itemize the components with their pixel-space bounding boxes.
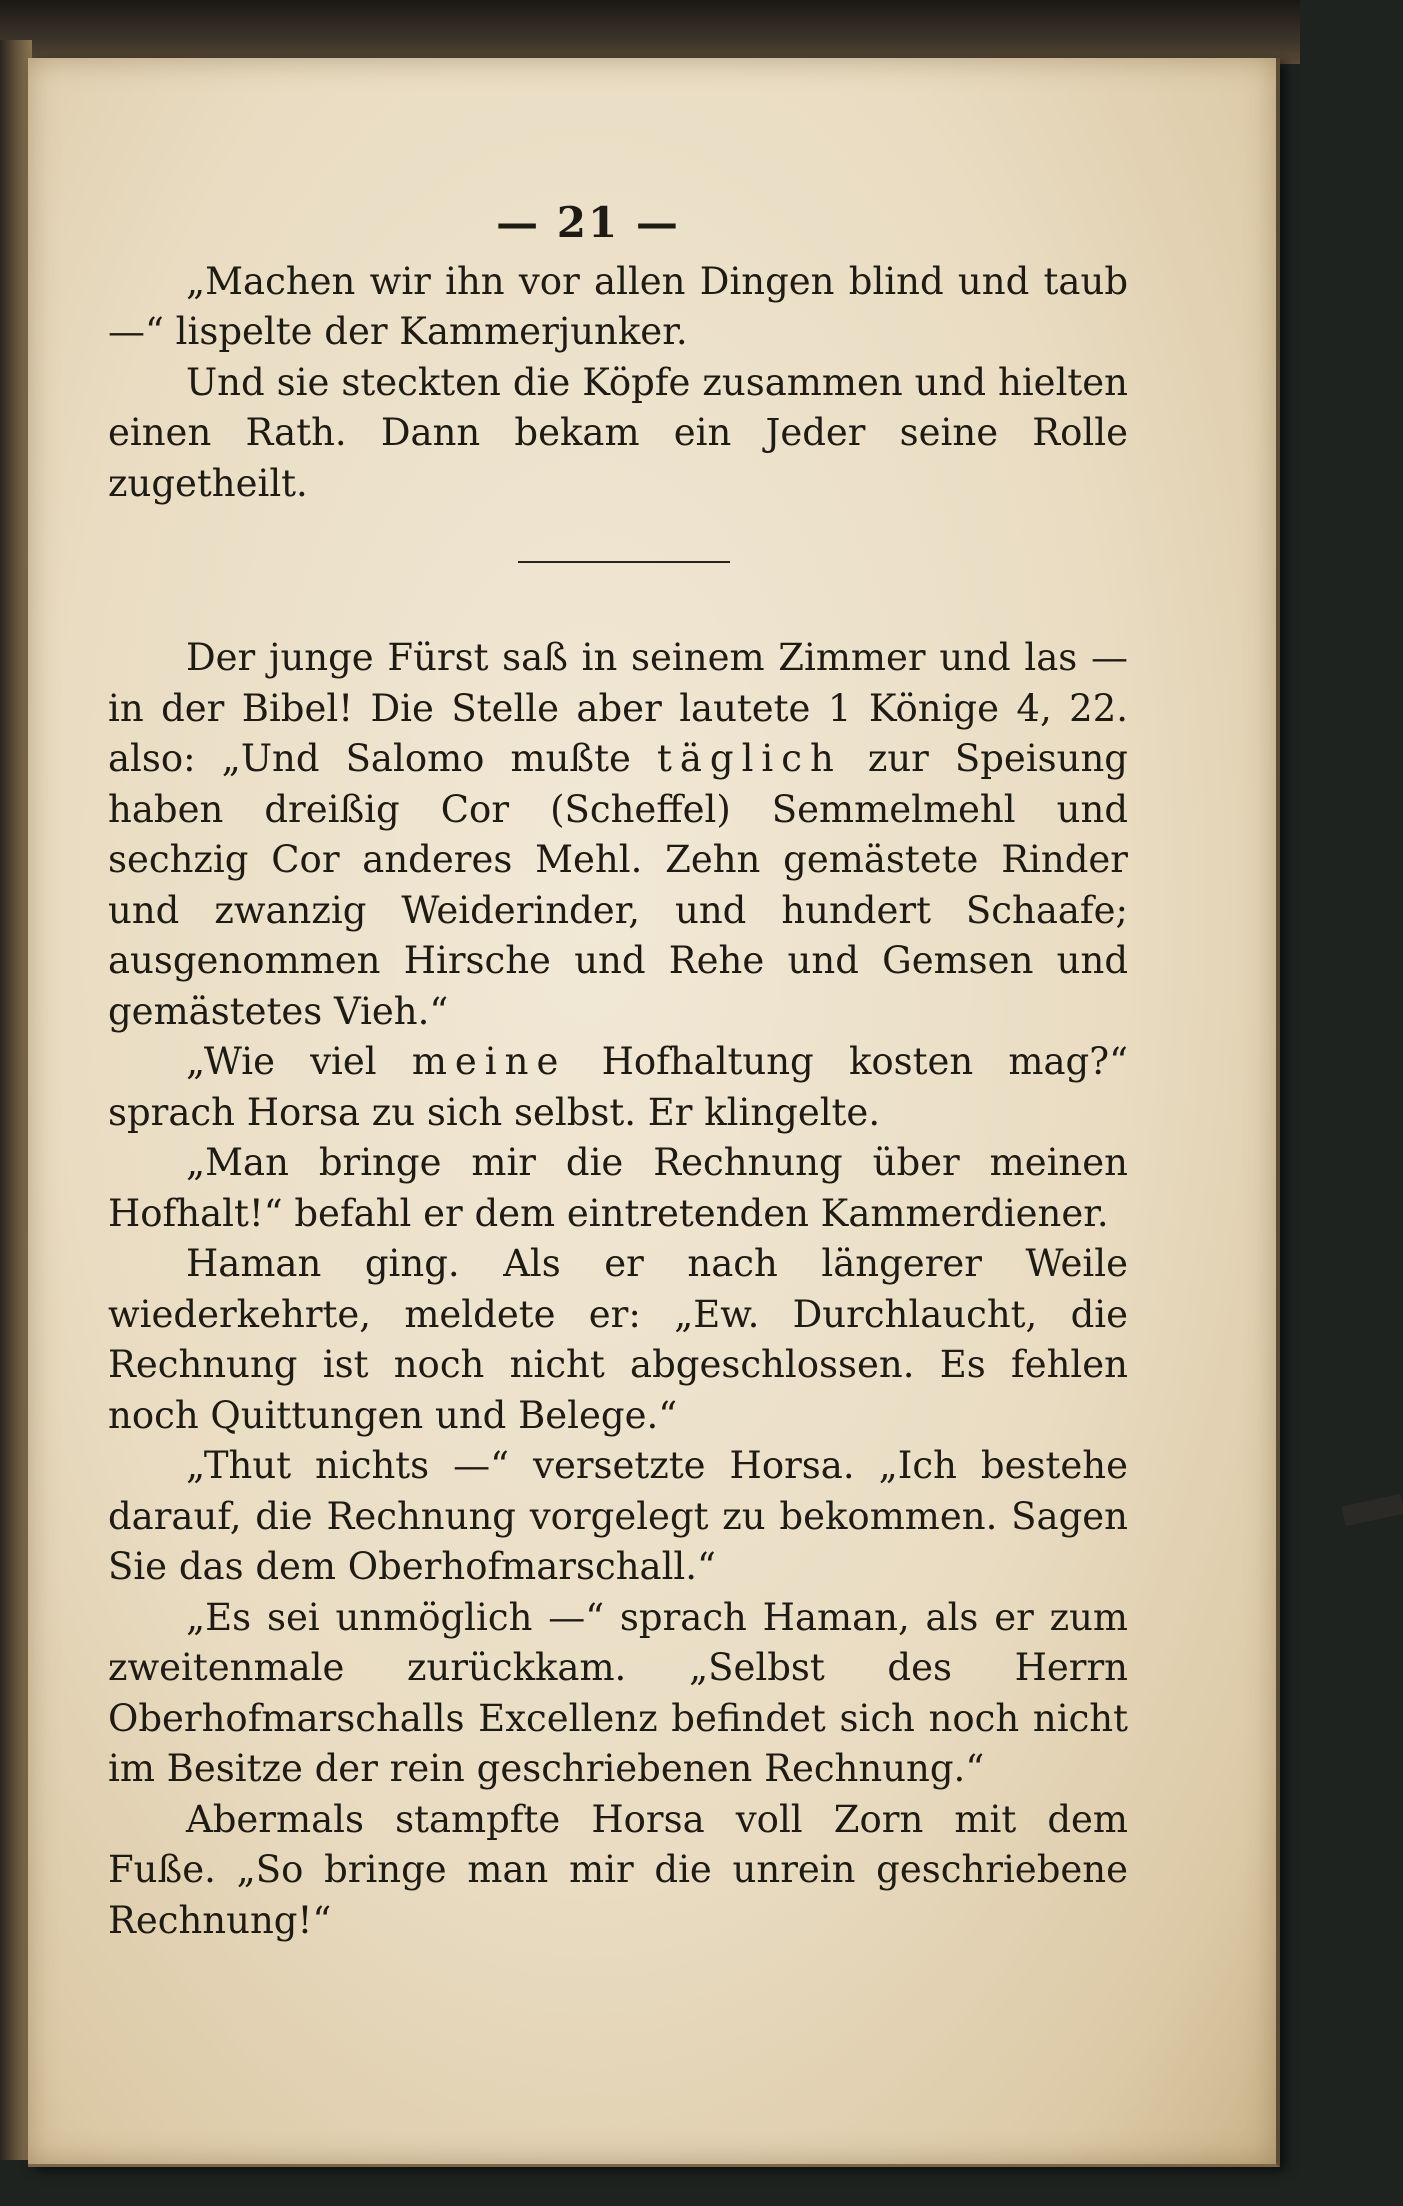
paragraph-3-end: zur Speisung haben dreißig Cor (Scheffel) Semmelmehl und sechzig Cor anderes Mehl. Zehn gemästete Rinder und zwanzig Weiderinder, und hundert Schaafe; ausgenommen Hirsche und Rehe und Gemsen und gemästetes Vieh.“ xyxy=(108,737,1128,1033)
paragraph-7: „Thut nichts —“ versetzte Horsa. „Ich bestehe darauf, die Rechnung vorgelegt zu bekommen. Sagen Sie das dem Oberhofmarschall.“ xyxy=(108,1444,1128,1588)
paragraph-2: Und sie steckten die Köpfe zusammen und hielten einen Rath. Dann bekam ein Jeder seine Rolle zugetheilt. xyxy=(108,360,1128,505)
paragraph-4-start: „Wie viel xyxy=(186,1040,412,1083)
book-top-edge xyxy=(0,0,1300,64)
paragraph-4-emphasis: meine xyxy=(411,1040,567,1083)
book-page xyxy=(28,58,1280,2167)
paragraph-3-start: Der junge Fürst saß in seinem Zimmer und las — in der Bibel! Die Stelle aber lautete 1 Könige 4, 22. also: „Und Salomo mußte xyxy=(108,636,1128,780)
page-text xyxy=(108,198,1128,1946)
paragraph-3-emphasis: täglich xyxy=(656,737,842,780)
section-divider xyxy=(518,561,730,563)
edge-scrap xyxy=(1342,1494,1403,1526)
page-number: — 21 — xyxy=(496,198,680,247)
paragraph-9: Abermals stampfte Horsa voll Zorn mit dem Fuße. „So bringe man mir die unrein geschriebene Rechnung!“ xyxy=(108,1797,1128,1942)
paragraph-4-end: Hofhaltung kosten mag?“ sprach Horsa zu sich selbst. Er klingelte. xyxy=(108,1040,1128,1134)
paragraph-4 xyxy=(108,1037,1128,1138)
paragraph-8: „Es sei unmöglich —“ sprach Haman, als er zum zweitenmale zurückkam. „Selbst des Herrn Oberhofmarschalls Excellenz befindet sich noch nicht im Besitze der rein geschriebenen Rechnung.“ xyxy=(108,1595,1128,1790)
paragraph-1: „Machen wir ihn vor allen Dingen blind und taub —“ lispelte der Kammerjunker. xyxy=(108,259,1128,353)
paragraph-3 xyxy=(108,633,1128,1037)
paragraph-5: „Man bringe mir die Rechnung über meinen Hofhalt!“ befahl er dem eintretenden Kammerdiener. xyxy=(108,1141,1128,1235)
paragraph-6: Haman ging. Als er nach längerer Weile wiederkehrte, meldete er: „Ew. Durchlaucht, die Rechnung ist noch nicht abgeschlossen. Es fehlen noch Quittungen und Belege.“ xyxy=(108,1242,1128,1437)
